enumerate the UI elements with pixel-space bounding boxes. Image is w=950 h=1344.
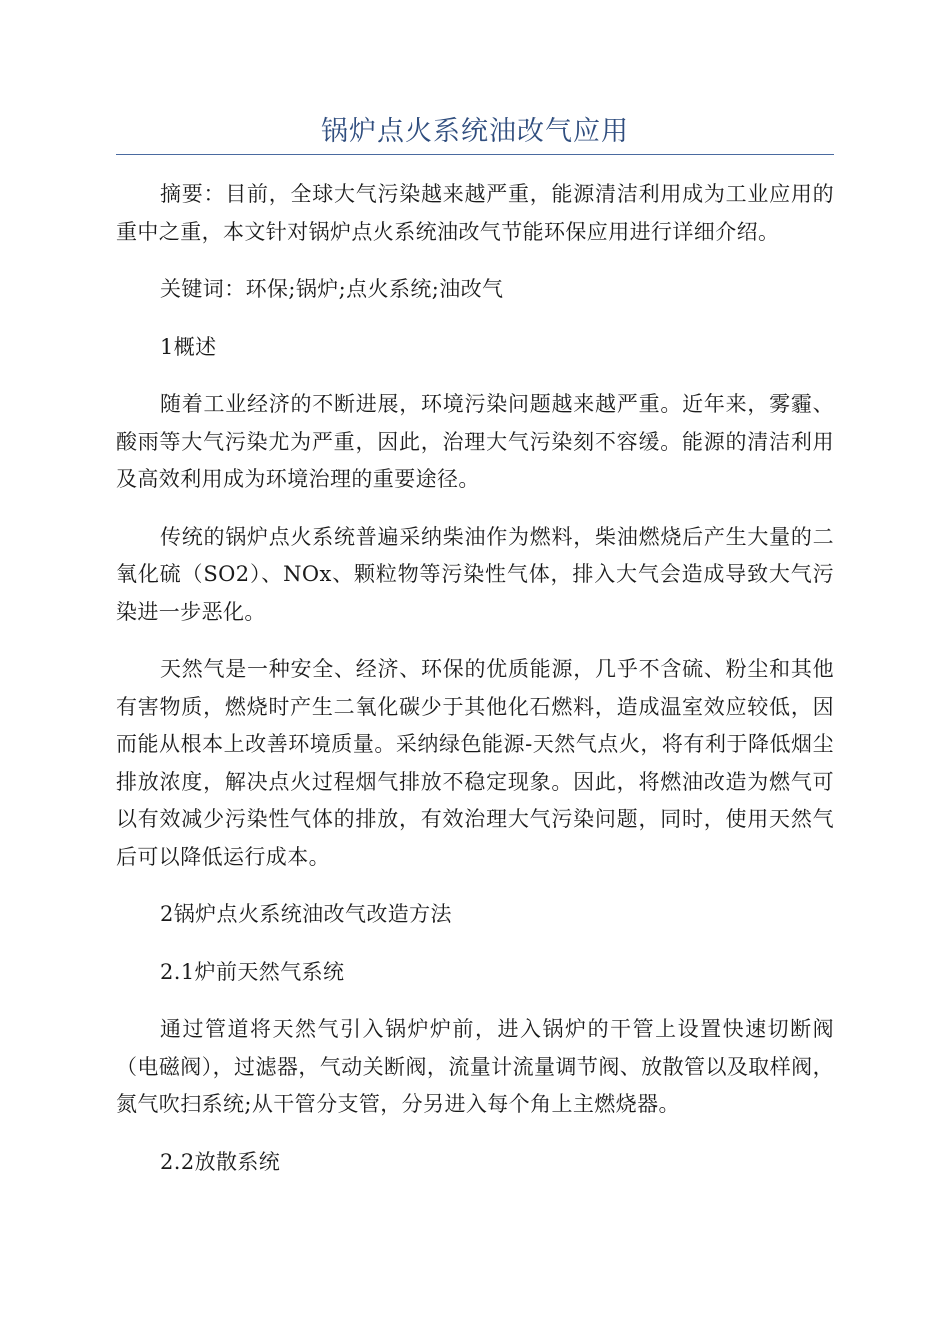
body-paragraph: 通过管道将天然气引入锅炉炉前，进入锅炉的干管上设置快速切断阀（电磁阀），过滤器，气动关断阀，流量计流量调节阀、放散管以及取样阀，氮气吹扫系统;从干管分支管，分另进入每个角上主燃烧器。 xyxy=(116,1017,834,1116)
title-underline xyxy=(116,154,834,155)
document-title: 锅炉点火系统油改气应用 xyxy=(321,116,629,147)
body-paragraph: 随着工业经济的不断进展，环境污染问题越来越严重。近年来，雾霾、酸雨等大气污染尤为严重，因此，治理大气污染刻不容缓。能源的清洁利用及高效利用成为环境治理的重要途径。 xyxy=(116,392,834,491)
document-body xyxy=(116,176,834,1201)
subsection-heading-2-1: 2.1炉前天然气系统 xyxy=(160,959,345,984)
keywords-paragraph: 关键词：环保;锅炉;点火系统;油改气 xyxy=(160,277,504,301)
section-heading-1: 1概述 xyxy=(160,334,217,359)
body-paragraph: 天然气是一种安全、经济、环保的优质能源，几乎不含硫、粉尘和其他有害物质，燃烧时产生二氧化碳少于其他化石燃料，造成温室效应较低，因而能从根本上改善环境质量。采纳绿色能源-天然气点火，将有利于降低烟尘排放浓度，解决点火过程烟气排放不稳定现象。因此，将燃油改造为燃气可以有效减少污染性气体的排放，有效治理大气污染问题，同时，使用天然气后可以降低运行成本。 xyxy=(116,657,834,869)
body-paragraph: 传统的锅炉点火系统普遍采纳柴油作为燃料，柴油燃烧后产生大量的二氧化硫（SO2）、NOx、颗粒物等污染性气体，排入大气会造成导致大气污染进一步恶化。 xyxy=(116,524,834,624)
abstract-paragraph: 摘要：目前，全球大气污染越来越严重，能源清洁利用成为工业应用的重中之重，本文针对锅炉点火系统油改气节能环保应用进行详细介绍。 xyxy=(116,182,834,244)
section-heading-2: 2锅炉点火系统油改气改造方法 xyxy=(160,902,452,926)
subsection-heading-2-2: 2.2放散系统 xyxy=(160,1149,281,1174)
